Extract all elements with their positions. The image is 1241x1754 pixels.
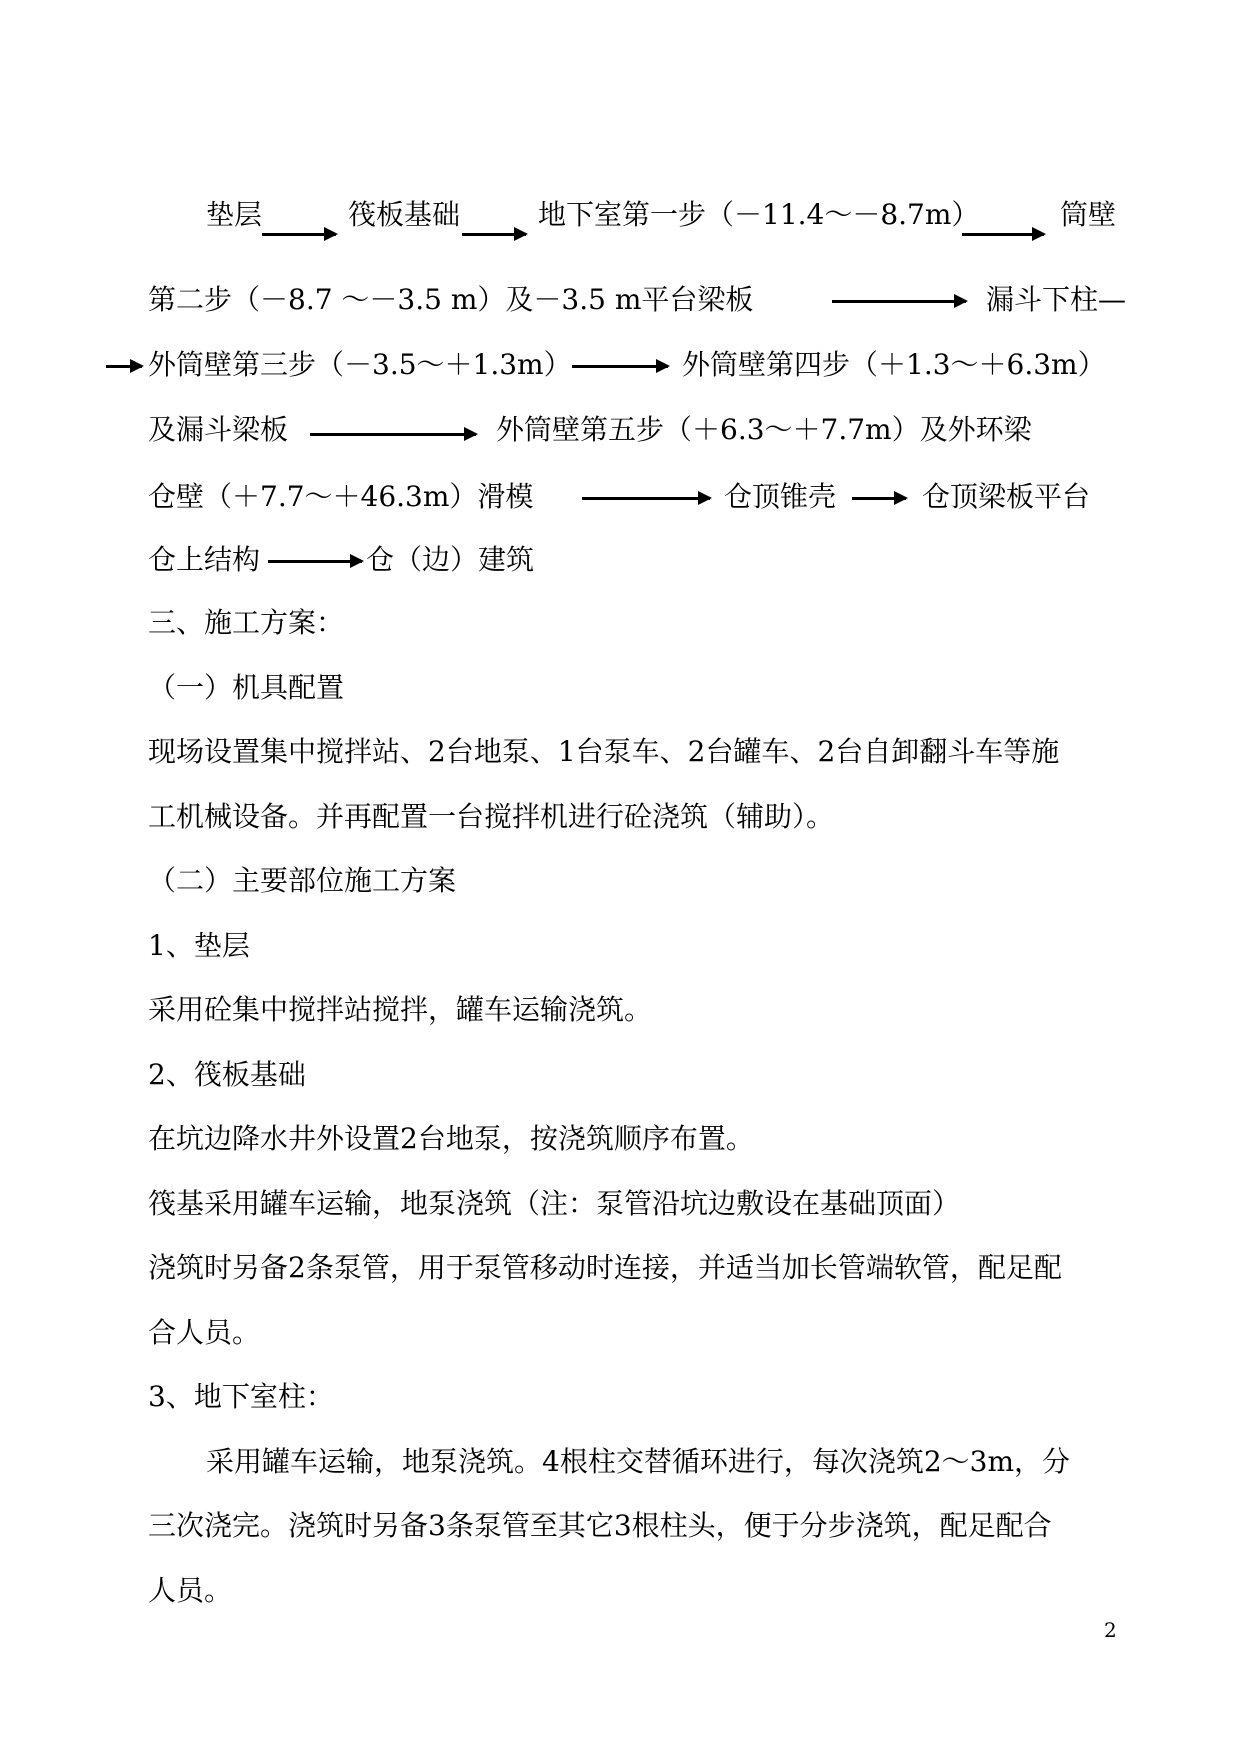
flow-step-silo-structure: 仓上结构 xyxy=(148,543,261,576)
flow-arrow xyxy=(582,497,710,500)
paragraph-line: 现场设置集中搅拌站、2台地泵、1台泵车、2台罐车、2台自卸翻斗车等施 xyxy=(148,735,1060,768)
flow-arrow xyxy=(310,433,476,436)
flow-arrow xyxy=(852,497,906,500)
paragraph-line: 三次浇完。浇筑时另备3条泵管至其它3根柱头，便于分步浇筑，配足配合 xyxy=(148,1509,1052,1542)
paragraph-line: 采用砼集中搅拌站搅拌，罐车运输浇筑。 xyxy=(148,993,653,1026)
paragraph-line: 浇筑时另备2条泵管，用于泵管移动时连接，并适当加长管端软管，配足配 xyxy=(148,1251,1062,1284)
section-heading: 三、施工方案： xyxy=(148,606,345,639)
flow-step-basement-1: 地下室第一步（－11.4～－8.7m） xyxy=(538,198,980,231)
flow-step-raft-foundation: 筏板基础 xyxy=(348,198,461,231)
flow-arrow xyxy=(462,233,526,236)
paragraph-line: 合人员。 xyxy=(148,1316,261,1349)
item-heading: 2、筏板基础 xyxy=(148,1058,306,1091)
flow-step-silo-building: 仓（边）建筑 xyxy=(366,543,535,576)
flow-step-wall-2: 第二步（－8.7 ～－3.5 m）及－3.5 m平台梁板 xyxy=(148,283,754,316)
flow-step-funnel-beam: 及漏斗梁板 xyxy=(148,413,289,446)
flow-step-funnel-column: 漏斗下柱— xyxy=(986,283,1127,316)
flow-arrow xyxy=(262,233,336,236)
paragraph-line: 筏基采用罐车运输，地泵浇筑（注：泵管沿坑边敷设在基础顶面） xyxy=(148,1187,961,1220)
flow-step-roof-platform: 仓顶梁板平台 xyxy=(922,480,1091,513)
item-heading: 1、垫层 xyxy=(148,929,250,962)
flow-arrow xyxy=(962,233,1044,236)
paragraph-line: 人员。 xyxy=(148,1574,233,1607)
flow-step-outer-wall-4: 外筒壁第四步（＋1.3～＋6.3m） xyxy=(682,348,1106,381)
flow-step-outer-wall-3: 外筒壁第三步（－3.5～＋1.3m） xyxy=(148,348,572,381)
flow-arrow xyxy=(106,365,142,368)
flow-step-cushion: 垫层 xyxy=(206,198,263,231)
subsection-heading: （一）机具配置 xyxy=(148,671,345,704)
paragraph-line: 采用罐车运输，地泵浇筑。4根柱交替循环进行，每次浇筑2～3m，分 xyxy=(206,1445,1070,1478)
flow-step-roof-cone: 仓顶锥壳 xyxy=(724,480,837,513)
paragraph-line: 工机械设备。并再配置一台搅拌机进行砼浇筑（辅助）。 xyxy=(148,800,835,833)
flow-arrow xyxy=(832,300,966,303)
paragraph-line: 在坑边降水井外设置2台地泵，按浇筑顺序布置。 xyxy=(148,1122,754,1155)
page-number: 2 xyxy=(1104,1618,1117,1642)
item-heading: 3、地下室柱： xyxy=(148,1380,334,1413)
flow-step-wall-start: 筒壁 xyxy=(1060,198,1117,231)
flow-arrow xyxy=(572,365,668,368)
flow-step-outer-wall-5: 外筒壁第五步（＋6.3～＋7.7m）及外环梁 xyxy=(496,413,1032,446)
subsection-heading: （二）主要部位施工方案 xyxy=(148,864,457,897)
flow-arrow xyxy=(268,560,362,563)
flow-step-silo-wall: 仓壁（＋7.7～＋46.3m）滑模 xyxy=(148,480,534,513)
